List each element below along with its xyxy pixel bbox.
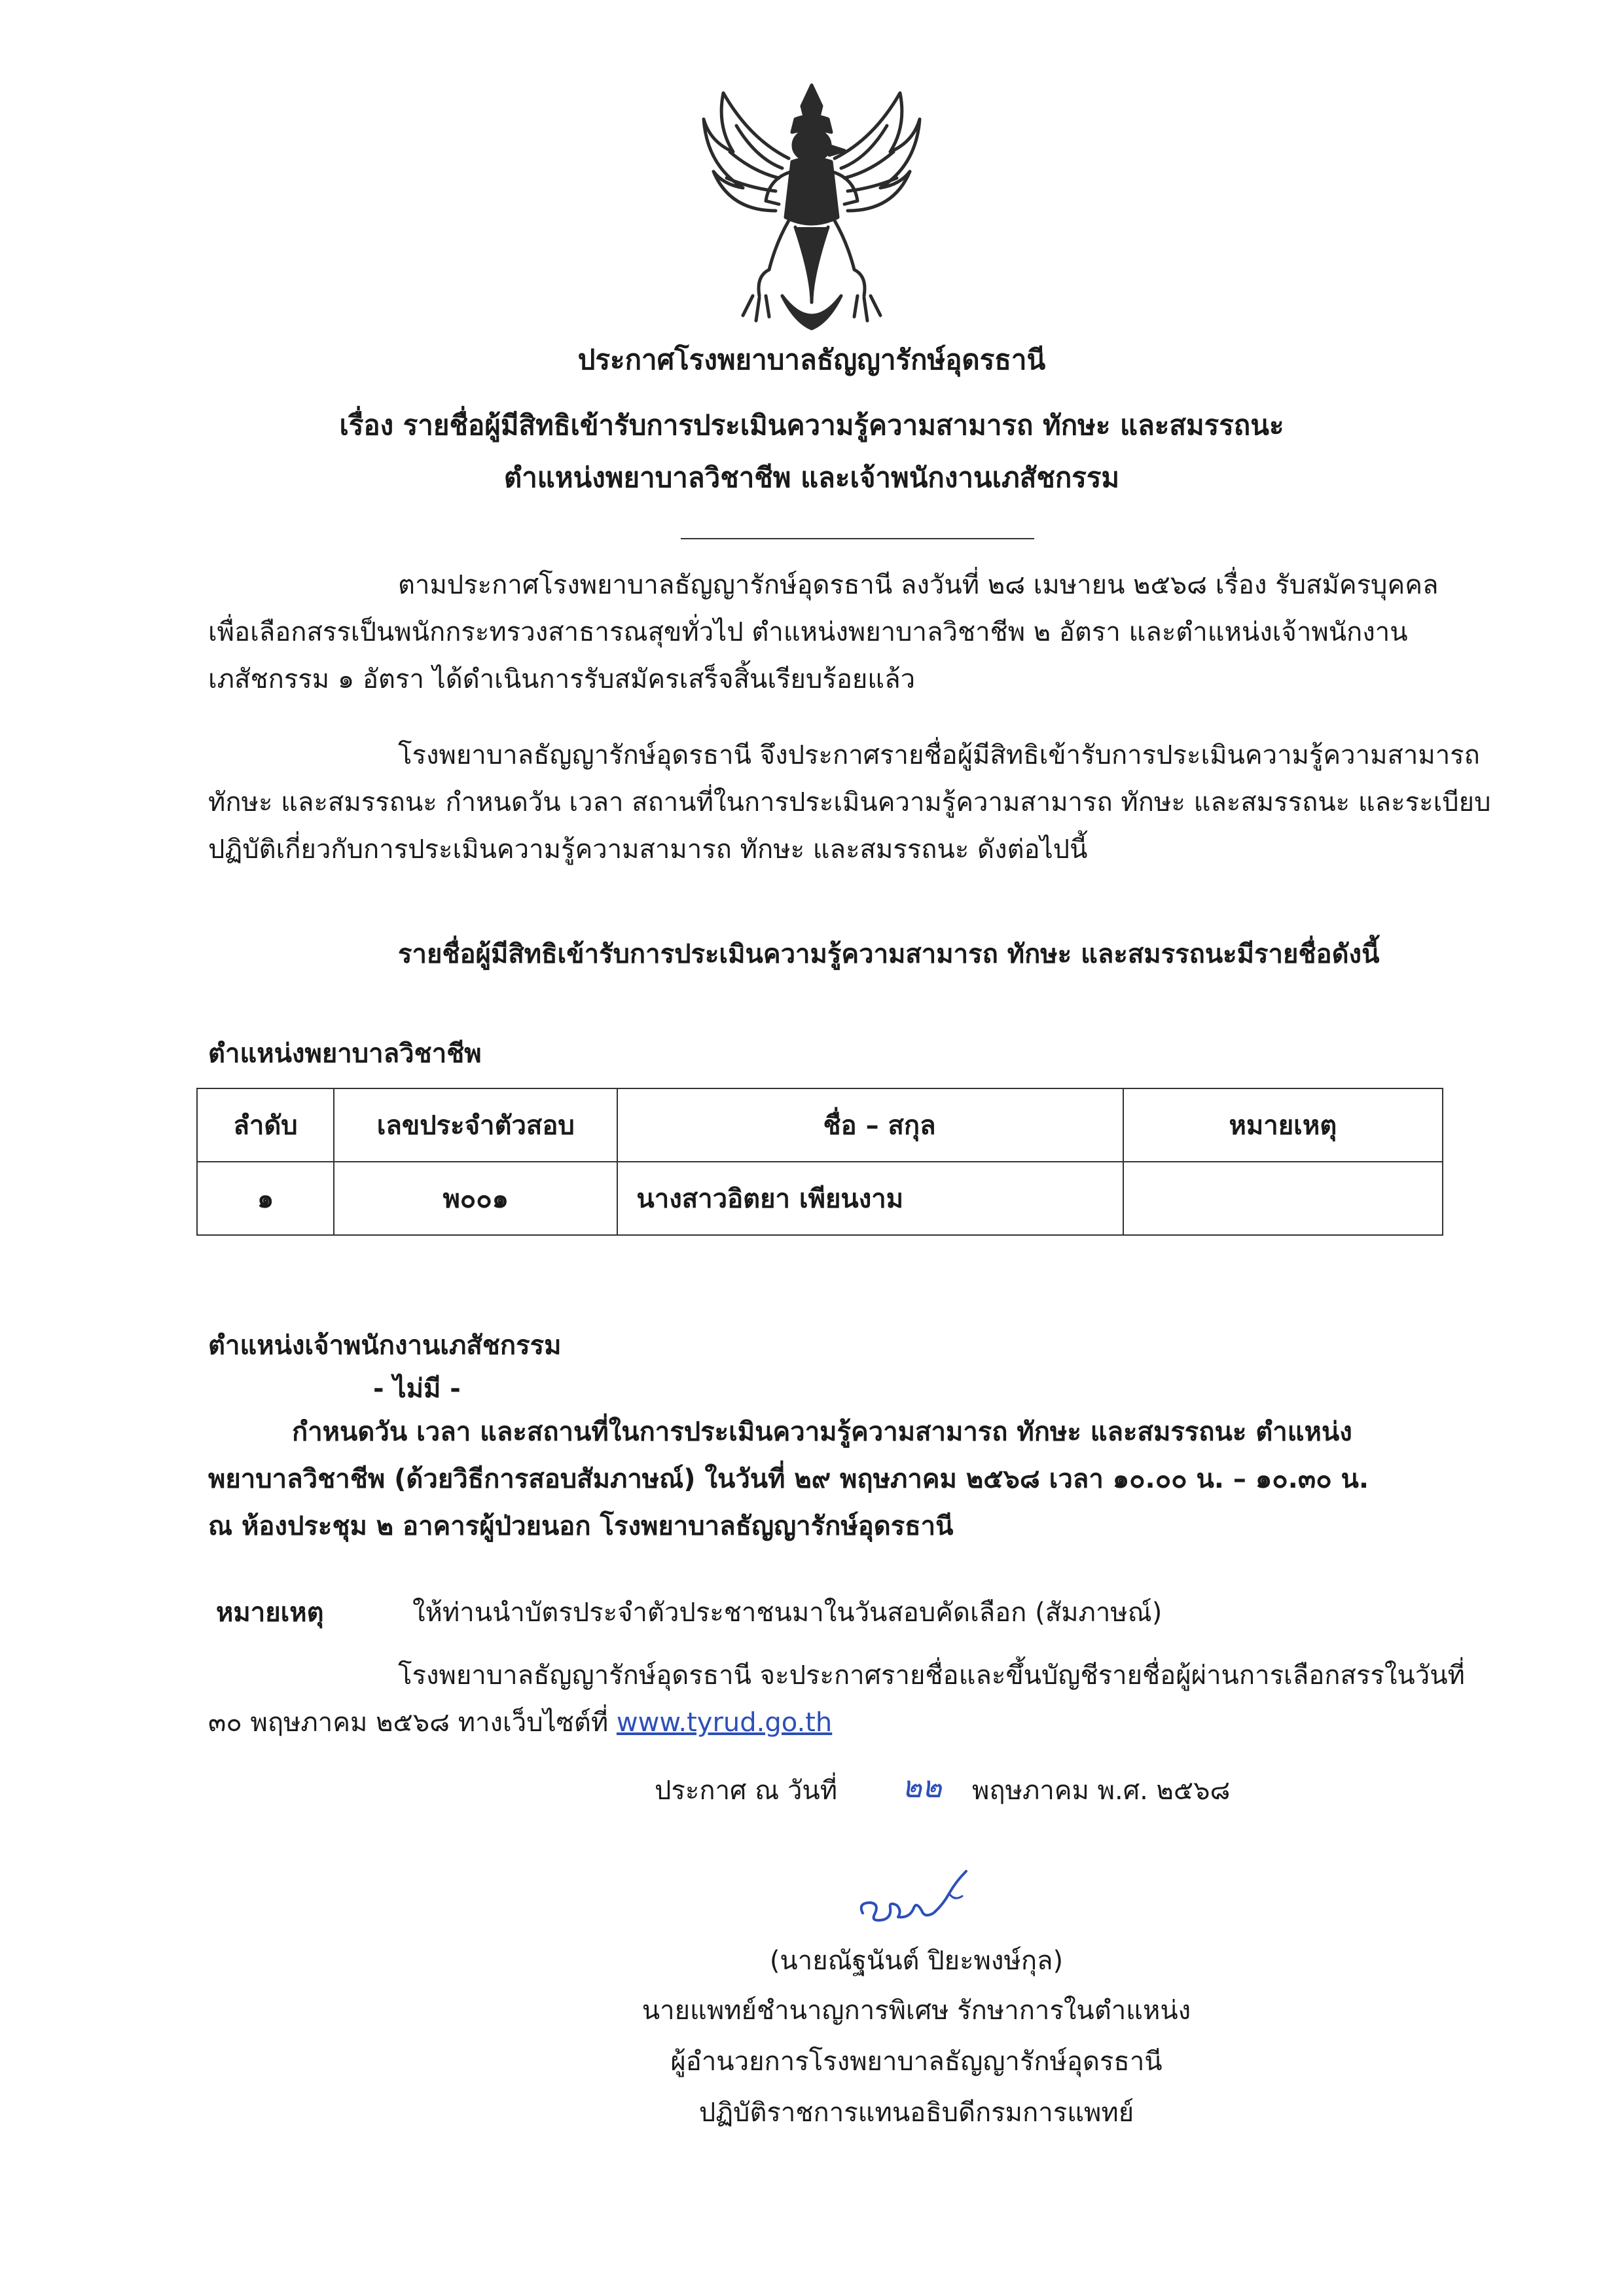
announcement-title: ประกาศโรงพยาบาลธัญญารักษ์อุดรธานี xyxy=(577,344,1046,376)
remark-text: ให้ท่านนำบัตรประจำตัวประชาชนมาในวันสอบคัดเลือก (สัมภาษณ์) xyxy=(412,1598,1163,1628)
signatory-title-1: นายแพทย์ชำนาญการพิเศษ รักษาการในตำแหน่ง xyxy=(641,1996,1191,2026)
intro-line-1: ตามประกาศโรงพยาบาลธัญญารักษ์อุดรธานี ลงวันที่ ๒๘ เมษายน ๒๕๖๘ เรื่อง รับสมัครบุคคล xyxy=(398,570,1439,600)
results-paragraph xyxy=(208,1652,1485,1746)
column-header-exam-id: เลขประจำตัวสอบ xyxy=(334,1088,617,1162)
cell-exam-id: พ๐๐๑ xyxy=(334,1162,617,1235)
table-header-row xyxy=(197,1088,1443,1162)
nurse-section-title: ตำแหน่งพยาบาลวิชาชีพ xyxy=(208,1039,482,1069)
remark-label: หมายเหตุ xyxy=(216,1598,324,1628)
pharmacy-section-title: ตำแหน่งเจ้าพนักงานเภสัชกรรม xyxy=(208,1331,562,1361)
announcement-line-3: ปฏิบัติเกี่ยวกับการประเมินความรู้ความสามารถ ทักษะ และสมรรถนะ ดังต่อไปนี้ xyxy=(208,834,1088,865)
cell-name: นางสาวอิตยา เพียนงาม xyxy=(617,1162,1123,1235)
column-header-name: ชื่อ – สกุล xyxy=(617,1088,1123,1162)
schedule-line-1: กำหนดวัน เวลา และสถานที่ในการประเมินความรู้ความสามารถ ทักษะ และสมรรถนะ ตำแหน่ง xyxy=(292,1417,1352,1447)
list-heading: รายชื่อผู้มีสิทธิเข้ารับการประเมินความรู้ความสามารถ ทักษะ และสมรรถนะมีรายชื่อดังนี้ xyxy=(398,939,1380,969)
garuda-emblem-icon xyxy=(697,80,926,338)
results-date: ๓๐ พฤษภาคม ๒๕๖๘ ทางเว็บไซต์ที่ xyxy=(208,1708,617,1738)
column-header-note: หมายเหตุ xyxy=(1123,1088,1443,1162)
table-row xyxy=(197,1162,1443,1235)
announced-date-day: ๒๒ xyxy=(902,1769,942,1804)
intro-paragraph xyxy=(208,562,1485,703)
intro-line-2: เพื่อเลือกสรรเป็นพนักกระทรวงสาธารณสุขทั่วไป ตำแหน่งพยาบาลวิชาชีพ ๒ อัตรา และตำแหน่งเจ้าพนักงาน xyxy=(208,617,1408,647)
column-header-no: ลำดับ xyxy=(197,1088,334,1162)
announced-date-label: ประกาศ ณ วันที่ xyxy=(655,1776,838,1806)
intro-line-3: เภสัชกรรม ๑ อัตรา ได้ดำเนินการรับสมัครเสร็จสิ้นเรียบร้อยแล้ว xyxy=(208,664,916,694)
schedule-line-2: พยาบาลวิชาชีพ (ด้วยวิธีการสอบสัมภาษณ์) ในวันที่ ๒๙ พฤษภาคม ๒๕๖๘ เวลา ๑๐.๐๐ น. – ๑๐.๓๐ น. xyxy=(208,1464,1369,1494)
announced-date-month-year: พฤษภาคม พ.ศ. ๒๕๖๘ xyxy=(972,1776,1231,1806)
signature-image xyxy=(851,1862,982,1934)
signatory-name: (นายณัฐนันต์ ปิยะพงษ์กุล) xyxy=(769,1946,1064,1976)
cell-no: ๑ xyxy=(197,1162,334,1235)
announcement-paragraph xyxy=(208,732,1491,873)
announcement-positions: ตำแหน่งพยาบาลวิชาชีพ และเจ้าพนักงานเภสัชกรรม xyxy=(503,461,1120,493)
announcement-subject: เรื่อง รายชื่อผู้มีสิทธิเข้ารับการประเมินความรู้ความสามารถ ทักษะ และสมรรถนะ xyxy=(339,409,1284,441)
website-link[interactable]: www.tyrud.go.th xyxy=(616,1708,833,1738)
announcement-line-1: โรงพยาบาลธัญญารักษ์อุดรธานี จึงประกาศรายชื่อผู้มีสิทธิเข้ารับการประเมินความรู้ความสามารถ xyxy=(398,740,1480,770)
pharmacy-none: - ไม่มี - xyxy=(373,1374,461,1404)
announcement-line-2: ทักษะ และสมรรถนะ กำหนดวัน เวลา สถานที่ในการประเมินความรู้ความสามารถ ทักษะ และสมรรถนะ และระเบียบ xyxy=(208,787,1491,817)
signatory-title-2: ผู้อำนวยการโรงพยาบาลธัญญารักษ์อุดรธานี xyxy=(670,2047,1163,2077)
cell-note xyxy=(1123,1162,1443,1235)
results-line-2 xyxy=(208,1699,1485,1746)
nurse-candidate-table xyxy=(196,1088,1443,1236)
signatory-title-3: ปฏิบัติราชการแทนอธิบดีกรมการแพทย์ xyxy=(698,2098,1134,2128)
header-divider xyxy=(681,538,1034,539)
schedule-line-3: ณ ห้องประชุม ๒ อาคารผู้ป่วยนอก โรงพยาบาลธัญญารักษ์อุดรธานี xyxy=(208,1511,954,1541)
schedule-paragraph xyxy=(208,1408,1485,1550)
results-line-1: โรงพยาบาลธัญญารักษ์อุดรธานี จะประกาศรายชื่อและขึ้นบัญชีรายชื่อผู้ผ่านการเลือกสรรในวันที่ xyxy=(398,1660,1465,1691)
